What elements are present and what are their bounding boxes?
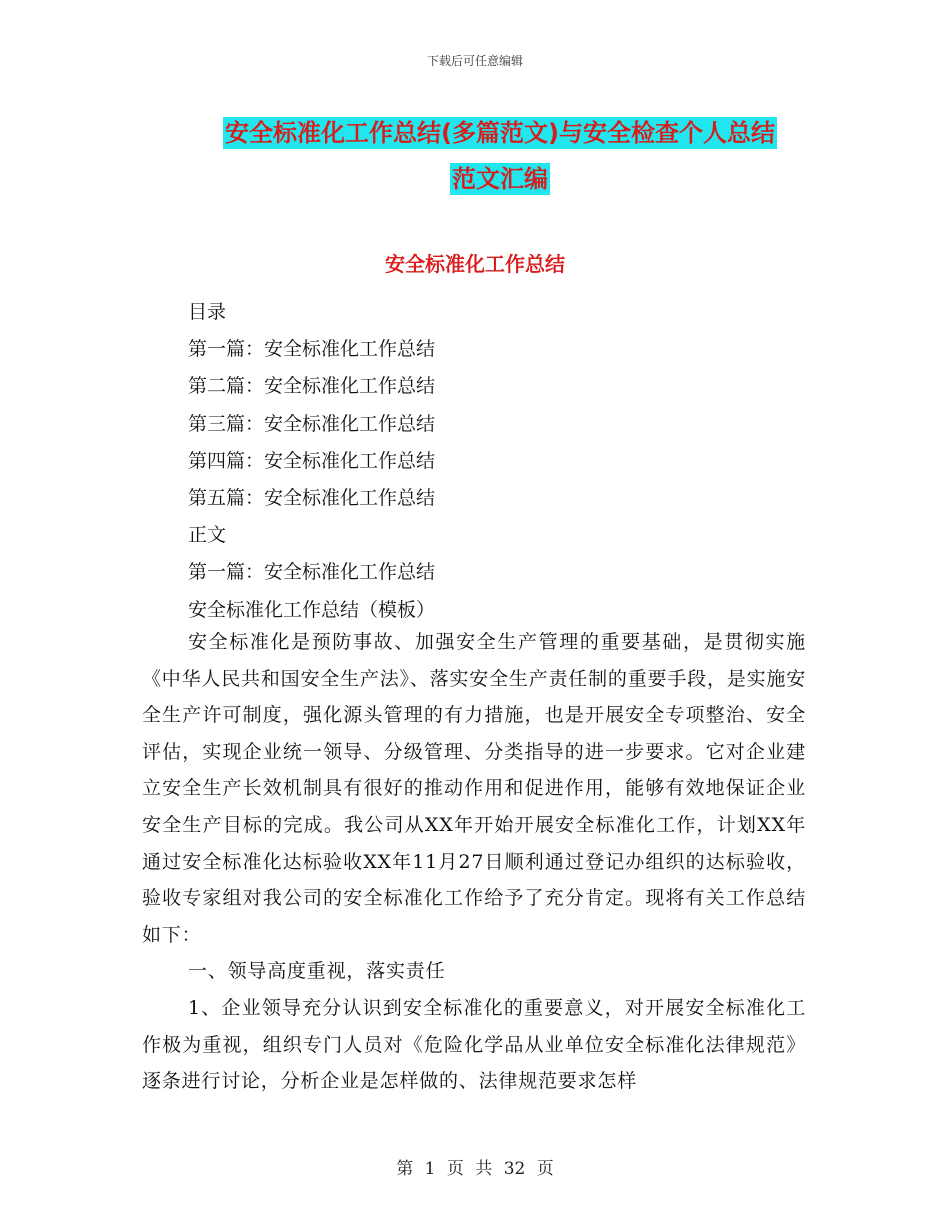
main-title-line2: 范文汇编 bbox=[452, 165, 548, 193]
toc-item: 第四篇：安全标准化工作总结 bbox=[188, 449, 436, 472]
toc-item: 第三篇：安全标准化工作总结 bbox=[188, 412, 436, 435]
body-text bbox=[142, 624, 806, 1100]
toc-item: 第一篇：安全标准化工作总结 bbox=[188, 561, 436, 584]
toc-item: 正文 bbox=[188, 524, 227, 547]
main-title-line1: 安全标准化工作总结(多篇范文)与安全检查个人总结 bbox=[225, 119, 775, 147]
body-paragraph: 安全标准化是预防事故、加强安全生产管理的重要基础，是贯彻实施《中华人民共和国安全生产法》、落实安全生产责任制的重要手段，是实施安全生产许可制度，强化源头管理的有力措施，也是开展安全专项整治、安全评估，实现企业统一领导、分级管理、分类指导的进一步要求。它对企业建立安全生产长效机制具有很好的推动作用和促进作用，能够有效地保证企业安全生产目标的完成。我公司从XX年开始开展安全标准化工作，计划XX年通过安全标准化达标验收XX年11月27日顺利通过登记办组织的达标验收，验收专家组对我公司的安全标准化工作给予了充分肯定。现将有关工作总结如下： bbox=[142, 631, 806, 946]
toc-item: 第一篇：安全标准化工作总结 bbox=[188, 338, 436, 361]
toc-item: 第二篇：安全标准化工作总结 bbox=[188, 375, 436, 398]
section-title: 安全标准化工作总结 bbox=[385, 252, 565, 276]
main-title bbox=[120, 110, 880, 202]
toc-item: 目录 bbox=[188, 301, 227, 323]
toc-item: 安全标准化工作总结（模板） bbox=[188, 598, 436, 621]
page-footer: 第 1 页 共 32 页 bbox=[396, 1159, 554, 1179]
body-heading: 一、领导高度重视，落实责任 bbox=[188, 960, 446, 983]
table-of-contents bbox=[188, 294, 435, 629]
body-paragraph: 1、企业领导充分认识到安全标准化的重要意义，对开展安全标准化工作极为重视，组织专门人员对《危险化学品从业单位安全标准化法律规范》逐条进行讨论，分析企业是怎样做的、法律规范要求怎样 bbox=[142, 996, 806, 1093]
header-note: 下载后可任意编辑 bbox=[426, 54, 523, 68]
toc-item: 第五篇：安全标准化工作总结 bbox=[188, 487, 436, 510]
